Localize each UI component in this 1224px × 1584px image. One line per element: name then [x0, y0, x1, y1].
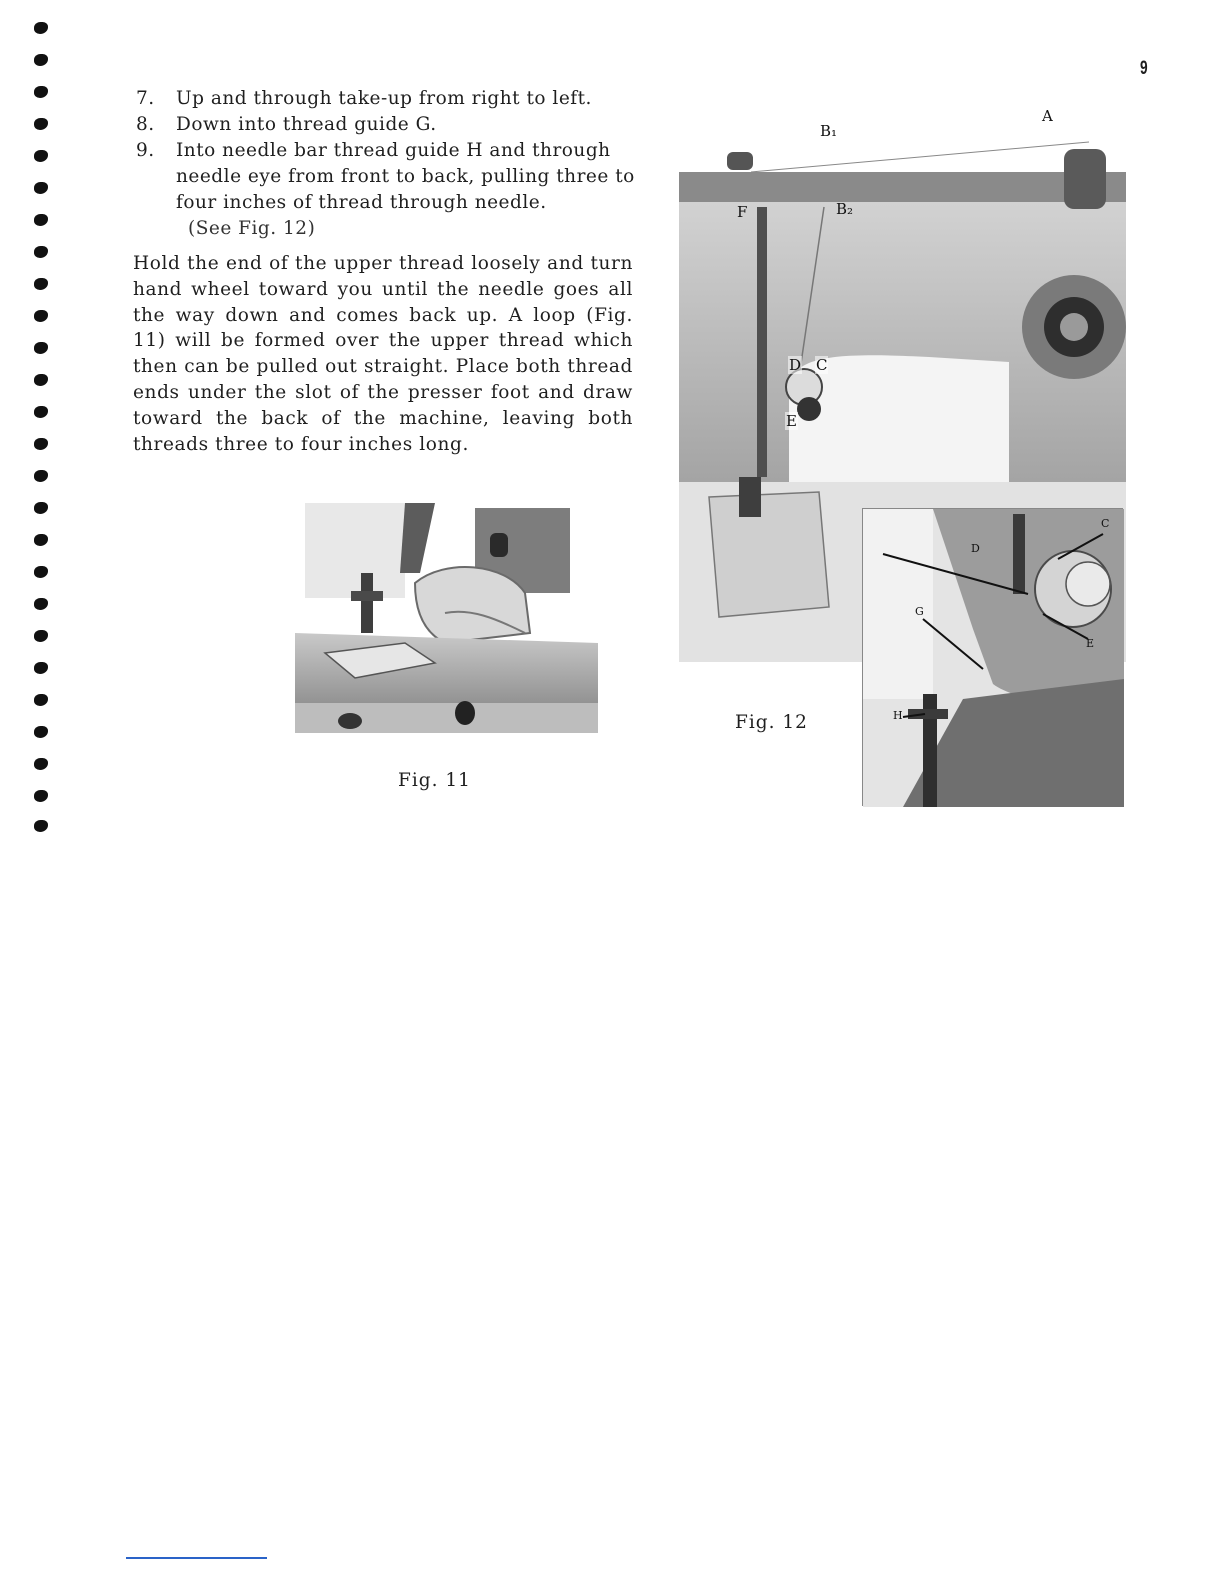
inset-label-d: D [971, 542, 980, 555]
step-number: 8. [136, 114, 155, 135]
label-e: E [786, 412, 797, 430]
label-b2: B₂ [836, 200, 854, 218]
spiral-binding [30, 14, 56, 834]
instruction-steps [136, 86, 641, 242]
step-text: Down into thread guide G. [176, 114, 437, 135]
step-7 [136, 86, 641, 112]
footer-rule [126, 1557, 267, 1559]
label-f: F [737, 203, 748, 221]
tension-assembly-closeup-illustration [863, 509, 1124, 807]
label-b1: B₁ [820, 122, 838, 140]
fig11-photo [295, 503, 598, 733]
step-number: 9. [136, 140, 155, 161]
fig11-caption: Fig. 11 [398, 770, 471, 791]
label-c: C [816, 356, 828, 374]
step-8 [136, 112, 641, 138]
label-d: D [789, 356, 802, 374]
body-paragraph: Hold the end of the upper thread loosely and turn hand wheel toward you until the needle goes all the way down and comes back up. A loop (Fig. 11) will be formed over the upper thread which then can be pulled out straight. Place both thread ends under the slot of the presser foot and draw toward the back of the machine, leaving both threads three to four inches long. [133, 253, 633, 455]
step-9 [136, 138, 641, 216]
step-text: Up and through take-up from right to left. [176, 88, 592, 109]
inset-label-c: C [1101, 517, 1110, 530]
hand-pulling-thread-illustration [295, 503, 598, 733]
step-text: Into needle bar thread guide H and through needle eye from front to back, pulling three to four inches of thread through needle. [176, 140, 635, 213]
see-figure-note: (See Fig. 12) [188, 218, 316, 239]
inset-label-e: E [1086, 637, 1095, 650]
page-number: 9 [1140, 58, 1148, 79]
inset-label-h: H [893, 709, 903, 722]
fig12-inset-photo [862, 508, 1123, 806]
step-number: 7. [136, 88, 155, 109]
inset-label-g: G [915, 605, 924, 618]
fig12-caption: Fig. 12 [735, 712, 808, 733]
label-a: A [1042, 107, 1053, 125]
